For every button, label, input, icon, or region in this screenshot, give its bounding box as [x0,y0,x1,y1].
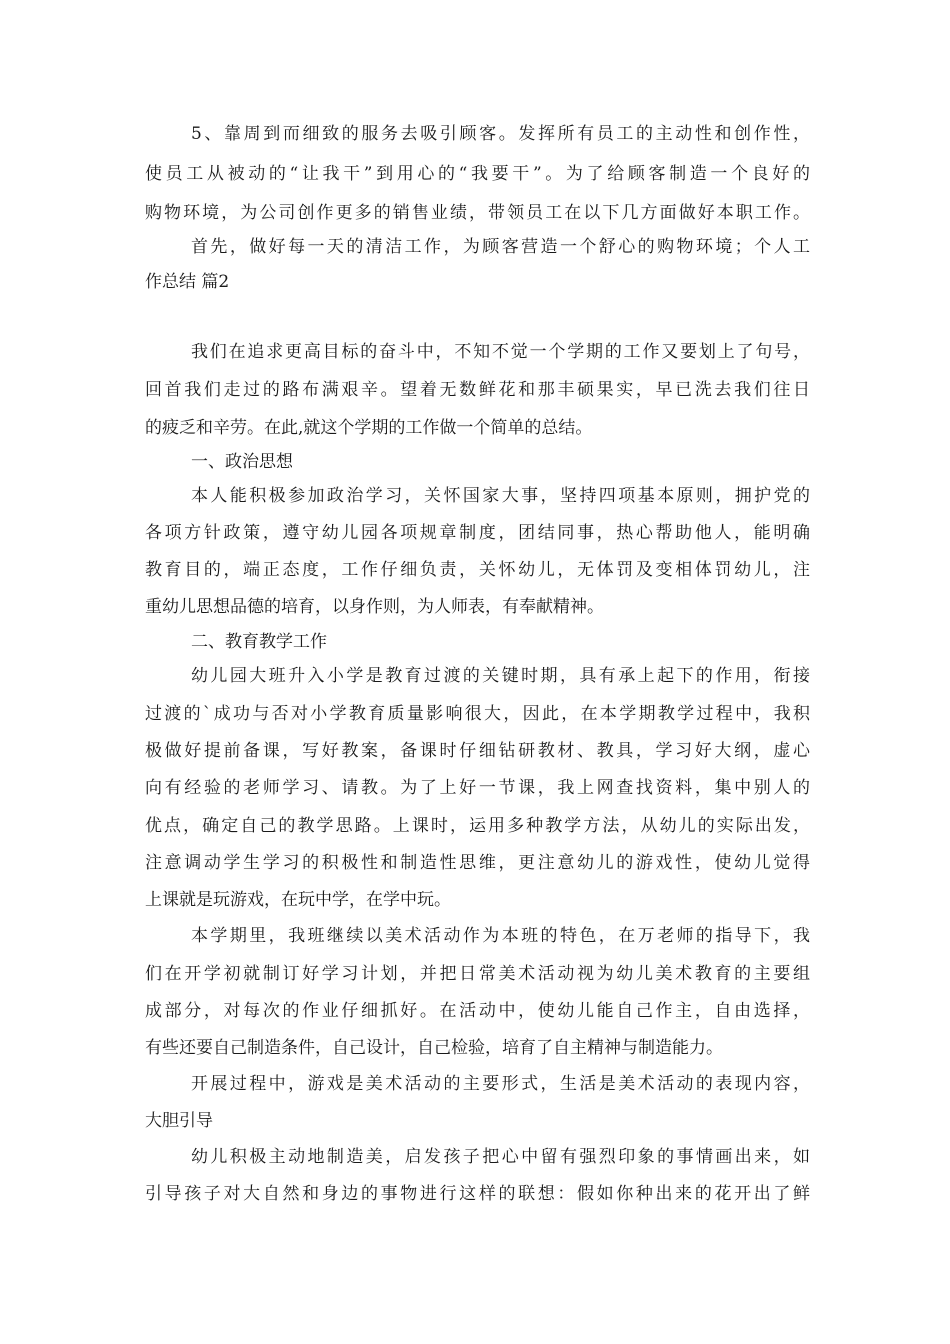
text-line: 重幼儿思想品德的培育，以身作则，为人师表，有奉献精神。 [145,597,604,617]
document-page [145,0,810,1344]
text-line: 回首我们走过的路布满艰辛。望着无数鲜花和那丰硕果实，早已洗去我们往日 [145,380,810,400]
text-line: 我们在追求更高目标的奋斗中，不知不觉一个学期的工作又要划上了句号， [191,342,810,362]
text-line: 优点，确定自己的教学思路。上课时，运用多种教学方法，从幼儿的实际出发， [145,816,810,836]
text-line: 使员工从被动的“让我干”到用心的“我要干”。为了给顾客制造一个良好的 [145,164,810,184]
text-line: 幼儿园大班升入小学是教育过渡的关键时期，具有承上起下的作用，衔接 [191,666,810,686]
text-line: 开展过程中，游戏是美术活动的主要形式，生活是美术活动的表现内容， [191,1074,810,1094]
text-line: 上课就是玩游戏，在玩中学，在学中玩。 [145,890,451,910]
text-line: 注意调动学生学习的积极性和制造性思维，更注意幼儿的游戏性，使幼儿觉得 [145,853,810,873]
text-line: 购物环境，为公司创作更多的销售业绩，带领员工在以下几方面做好本职工作。 [145,203,810,223]
text-line: 过渡的`成功与否对小学教育质量影响很大，因此，在本学期教学过程中，我积 [145,704,810,724]
text-line: 大胆引导 [145,1111,213,1131]
text-line: 教育目的，端正态度，工作仔细负责，关怀幼儿，无体罚及变相体罚幼儿，注 [145,560,810,580]
text-line: 引导孩子对大自然和身边的事物进行这样的联想：假如你种出来的花开出了鲜 [145,1184,810,1204]
text-line: 们在开学初就制订好学习计划，并把日常美术活动视为幼儿美术教育的主要组 [145,964,810,984]
text-line: 向有经验的老师学习、请教。为了上好一节课，我上网查找资料，集中别人的 [145,778,810,798]
text-line: 本学期里，我班继续以美术活动作为本班的特色，在万老师的指导下，我 [191,926,810,946]
text-line: 成部分，对每次的作业仔细抓好。在活动中，使幼儿能自己作主，自由选择， [145,1001,810,1021]
text-line: 有些还要自己制造条件，自己设计，自己检验，培育了自主精神与制造能力。 [145,1038,723,1058]
text-line: 本人能积极参加政治学习，关怀国家大事，坚持四项基本原则，拥护党的 [191,486,810,506]
text-line: 幼儿积极主动地制造美，启发孩子把心中留有强烈印象的事情画出来，如 [191,1147,810,1167]
text-line: 的疲乏和辛劳。在此,就这个学期的工作做一个简单的总结。 [145,418,593,438]
section-heading: 二、教育教学工作 [191,632,327,652]
text-line: 极做好提前备课，写好教案，备课时仔细钻研教材、教具，学习好大纲，虚心 [145,741,810,761]
text-line: 作总结 篇2 [145,272,230,292]
section-heading: 一、政治思想 [191,452,293,472]
text-line: 首先，做好每一天的清洁工作，为顾客营造一个舒心的购物环境；个人工 [191,237,810,257]
text-line: 5、靠周到而细致的服务去吸引顾客。发挥所有员工的主动性和创作性， [191,124,810,144]
text-line: 各项方针政策，遵守幼儿园各项规章制度，团结同事，热心帮助他人，能明确 [145,523,810,543]
